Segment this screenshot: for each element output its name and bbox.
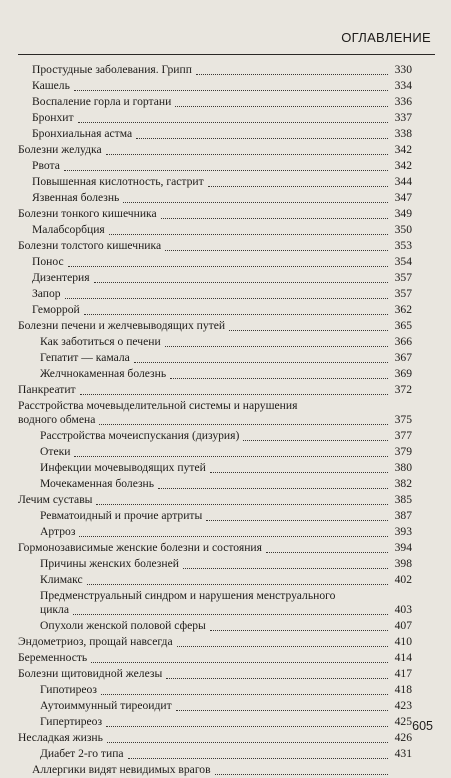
toc-entry (18, 476, 412, 492)
toc-entry-title: Болезни тонкого кишечника (18, 207, 157, 220)
toc-entry-page: 377 (394, 429, 412, 442)
toc-entry-page: 375 (394, 413, 412, 426)
dot-leader (94, 281, 388, 283)
toc-entry-page: 423 (394, 699, 412, 712)
dot-leader (206, 519, 388, 521)
toc-entry (18, 556, 412, 572)
dot-leader (210, 629, 388, 631)
dot-leader (166, 677, 388, 679)
dot-leader (106, 725, 388, 727)
toc-entry-page: 344 (394, 175, 412, 188)
toc-entry-page: 398 (394, 557, 412, 570)
dot-leader (128, 757, 388, 759)
toc-entry-title: Болезни щитовидной железы (18, 667, 163, 680)
toc-entry-title: Малабсорбция (32, 223, 105, 236)
toc-entry-page: 380 (394, 461, 412, 474)
toc-entry-title: Отеки (40, 445, 71, 458)
toc-entry-page: 342 (394, 143, 412, 156)
toc-entry-title: Повышенная кислотность, гастрит (32, 175, 204, 188)
toc-entry-page: 426 (394, 731, 412, 744)
toc-entry (18, 730, 412, 746)
toc-entry (18, 94, 412, 110)
toc-entry-page: 417 (394, 667, 412, 680)
toc-entry (18, 460, 412, 476)
toc-entry (18, 398, 412, 428)
dot-leader (176, 709, 388, 711)
toc-entry-page: 387 (394, 509, 412, 522)
toc-entry-title: Эндометриоз, прощай навсегда (18, 635, 173, 648)
dot-leader (73, 613, 388, 615)
dot-leader (106, 153, 388, 155)
toc-entry (18, 190, 412, 206)
toc-entry-title: Несладкая жизнь (18, 731, 103, 744)
toc-entry-page: 402 (394, 573, 412, 586)
toc-entry (18, 142, 412, 158)
toc-entry-title: Расстройства мочевыделительной системы и нарушения (18, 399, 298, 412)
toc-entry-page: 334 (394, 79, 412, 92)
toc-entry-page: 357 (394, 271, 412, 284)
dot-leader (183, 567, 388, 569)
toc-entry-title: Панкреатит (18, 383, 76, 396)
dot-leader (208, 185, 388, 187)
toc-entry (18, 492, 412, 508)
toc-entry-title: Инфекции мочевыводящих путей (40, 461, 206, 474)
toc-entry-page: 338 (394, 127, 412, 140)
toc-entry-title: Болезни желудка (18, 143, 102, 156)
toc-entry-title: Простудные заболевания. Грипп (32, 63, 192, 76)
dot-leader (91, 661, 388, 663)
page-number: 605 (412, 719, 433, 733)
dot-leader (68, 265, 388, 267)
toc-entry-title: Опухоли женской половой сферы (40, 619, 206, 632)
toc-entry-title: Гормонозависимые женские болезни и состояния (18, 541, 262, 554)
toc-entry-title: Гипотиреоз (40, 683, 97, 696)
toc-entry (18, 382, 412, 398)
dot-leader (177, 645, 388, 647)
toc-entry-page: 366 (394, 335, 412, 348)
dot-leader (266, 551, 388, 553)
toc-entry (18, 444, 412, 460)
dot-leader (87, 583, 388, 585)
dot-leader (158, 487, 388, 489)
dot-leader (210, 471, 388, 473)
toc-entry-title: Лечим суставы (18, 493, 93, 506)
toc-entry-page: 407 (394, 619, 412, 632)
dot-leader (101, 693, 388, 695)
toc-entry-page: 362 (394, 303, 412, 316)
toc-entry-title: Язвенная болезнь (32, 191, 120, 204)
toc-entry-page: 403 (394, 603, 412, 616)
toc-entry-page: 330 (394, 63, 412, 76)
toc-entry (18, 302, 412, 318)
toc-entry-page: 393 (394, 525, 412, 538)
dot-leader (243, 439, 388, 441)
toc-entry-title: Бронхиальная астма (32, 127, 133, 140)
toc-entry-title: Беременность (18, 651, 88, 664)
dot-leader (134, 361, 388, 363)
dot-leader (65, 297, 388, 299)
toc-entry-page: 431 (394, 747, 412, 760)
toc-entry-title: Артроз (40, 525, 76, 538)
toc-entry-title: Мочекаменная болезнь (40, 477, 155, 490)
toc-entry-page: 379 (394, 445, 412, 458)
toc-entry-title: Желчнокаменная болезнь (40, 367, 167, 380)
toc-entry-title: Болезни толстого кишечника (18, 239, 162, 252)
toc-entry (18, 588, 412, 618)
toc-entry-page: 357 (394, 287, 412, 300)
dot-leader (136, 137, 388, 139)
dot-leader (123, 201, 388, 203)
toc-entry (18, 746, 412, 762)
toc-entry (18, 618, 412, 634)
toc-entry (18, 650, 412, 666)
toc-entry (18, 682, 412, 698)
dot-leader (80, 393, 388, 395)
toc-entry (18, 428, 412, 444)
toc-entry (18, 174, 412, 190)
toc-entry-title: Климакс (40, 573, 83, 586)
dot-leader (229, 329, 388, 331)
toc-entry (18, 110, 412, 126)
page-header (18, 0, 435, 55)
toc-entry-title-continued: цикла (40, 603, 69, 616)
dot-leader (175, 105, 388, 107)
dot-leader (165, 345, 388, 347)
dot-leader (165, 249, 388, 251)
dot-leader (107, 741, 388, 743)
toc-entry-page: 369 (394, 367, 412, 380)
toc-entry-page: 372 (394, 383, 412, 396)
toc-entry-title-continued: водного обмена (18, 413, 96, 426)
toc-entry-title: Предменструальный синдром и нарушения менструального (40, 589, 336, 602)
dot-leader (78, 121, 388, 123)
toc-entry-page: 336 (394, 95, 412, 108)
toc-entry-title: Аллергики видят невидимых врагов (32, 763, 211, 776)
toc-entry (18, 206, 412, 222)
toc-entry (18, 126, 412, 142)
dot-leader (109, 233, 388, 235)
running-title: ОГЛАВЛЕНИЕ (341, 30, 431, 45)
toc-entry-title: Аутоиммунный тиреоидит (40, 699, 172, 712)
toc-entry (18, 222, 412, 238)
toc-entry (18, 508, 412, 524)
dot-leader (74, 455, 388, 457)
toc-entry (18, 254, 412, 270)
toc-entry-title: Ревматоидный и прочие артриты (40, 509, 203, 522)
toc-entry-page: 394 (394, 541, 412, 554)
toc-entry-title: Дизентерия (32, 271, 90, 284)
toc-entry-page: 382 (394, 477, 412, 490)
toc-entry-title: Бронхит (32, 111, 74, 124)
toc-entry-title: Запор (32, 287, 61, 300)
toc-entry-page: 414 (394, 651, 412, 664)
toc-entry (18, 286, 412, 302)
toc-entry-page: 347 (394, 191, 412, 204)
toc-entry-page: 418 (394, 683, 412, 696)
toc-entry-page: 410 (394, 635, 412, 648)
toc-entry-page: 350 (394, 223, 412, 236)
dot-leader (84, 313, 388, 315)
toc-entry-title: Понос (32, 255, 64, 268)
toc-entry (18, 698, 412, 714)
toc-entry-title: Болезни печени и желчевыводящих путей (18, 319, 226, 332)
toc-entry (18, 524, 412, 540)
dot-leader (170, 377, 388, 379)
toc-entry-title: Причины женских болезней (40, 557, 179, 570)
toc-entry-title: Гепатит — камала (40, 351, 130, 364)
toc-entry-title: Геморрой (32, 303, 80, 316)
toc-entry (18, 572, 412, 588)
toc-entry-title: Воспаление горла и гортани (32, 95, 172, 108)
toc-entry-title: Гипертиреоз (40, 715, 103, 728)
toc-entry-page: 353 (394, 239, 412, 252)
dot-leader (99, 423, 388, 425)
dot-leader (215, 773, 388, 775)
dot-leader (161, 217, 388, 219)
toc-entry (18, 270, 412, 286)
toc-entry-page: 349 (394, 207, 412, 220)
toc-entry (18, 158, 412, 174)
toc-entry (18, 62, 412, 78)
toc-entry-page: 354 (394, 255, 412, 268)
toc-entry (18, 366, 412, 382)
toc-entry (18, 334, 412, 350)
toc-entry-page: 337 (394, 111, 412, 124)
toc-entry-page: 342 (394, 159, 412, 172)
toc-entry (18, 350, 412, 366)
toc-entry (18, 666, 412, 682)
toc-entry (18, 318, 412, 334)
dot-leader (79, 535, 388, 537)
toc-entry (18, 540, 412, 556)
toc-entry (18, 714, 412, 730)
dot-leader (96, 503, 388, 505)
toc-entry-title: Расстройства мочеиспускания (дизурия) (40, 429, 240, 442)
toc-entry-title: Как заботиться о печени (40, 335, 161, 348)
toc-entry-page: 365 (394, 319, 412, 332)
toc-entry (18, 238, 412, 254)
toc-entry (18, 634, 412, 650)
toc-entry-page: 367 (394, 351, 412, 364)
toc-entry-page: 425 (394, 715, 412, 728)
toc-entry (18, 78, 412, 94)
dot-leader (196, 73, 388, 75)
dot-leader (74, 89, 388, 91)
toc-entry-title: Диабет 2-го типа (40, 747, 124, 760)
toc-entry-page: 385 (394, 493, 412, 506)
toc-entry (18, 762, 412, 778)
toc-entry-title: Кашель (32, 79, 70, 92)
toc-entry-title: Рвота (32, 159, 60, 172)
table-of-contents (18, 62, 412, 778)
dot-leader (64, 169, 388, 171)
